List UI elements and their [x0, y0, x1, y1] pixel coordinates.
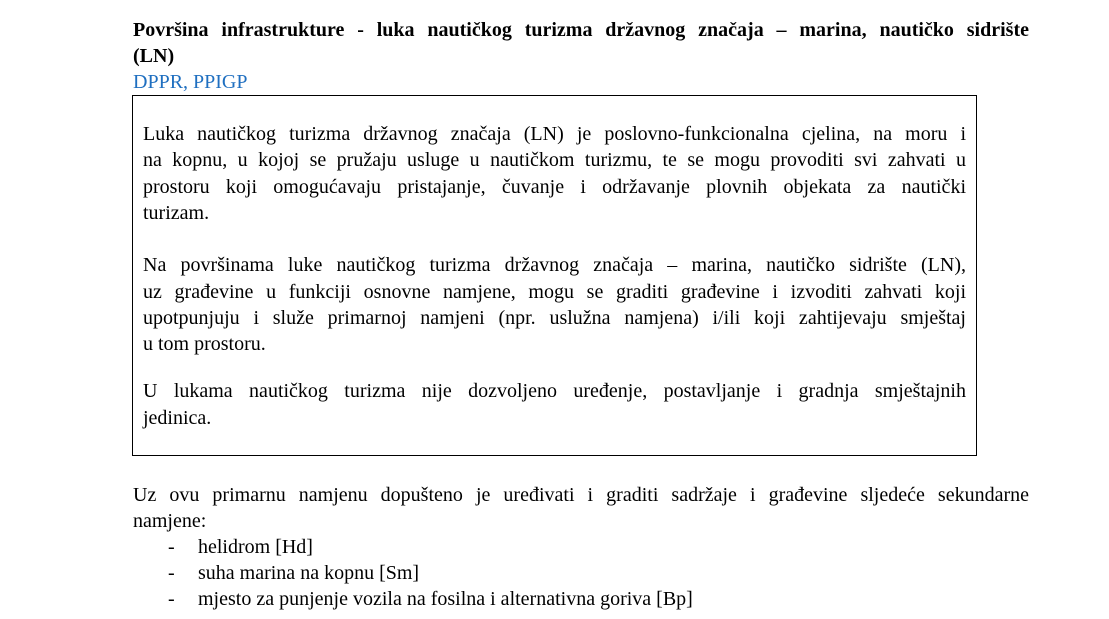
text-line: Na površinama luke nautičkog turizma državnog značaja – marina, nautičko sidrište (LN),	[143, 254, 966, 276]
reference-link[interactable]: DPPR, PPIGP	[133, 71, 248, 93]
text-line: uz građevine u funkciji osnovne namjene, mogu se graditi građevine i izvoditi zahvati koji	[143, 281, 966, 303]
text-line: u tom prostoru.	[143, 333, 266, 355]
list-item: suha marina na kopnu [Sm]	[198, 562, 420, 584]
text-line: na kopnu, u kojoj se pružaju usluge u nautičkom turizmu, te se mogu provoditi svi zahvati u	[143, 149, 966, 171]
section-title-line-1: Površina infrastrukture - luka nautičkog turizma državnog značaja – marina, nautičko sidrište	[133, 19, 1029, 41]
text-line: namjene:	[133, 510, 207, 532]
list-item: helidrom [Hd]	[198, 536, 313, 558]
text-line: prostoru koji omogućavaju pristajanje, čuvanje i održavanje plovnih objekata za nautički	[143, 176, 966, 198]
text-line: Uz ovu primarnu namjenu dopušteno je uređivati i graditi sadržaje i građevine sljedeće sekundarne	[133, 484, 1029, 506]
bullet-dash: -	[168, 588, 175, 610]
bullet-dash: -	[168, 562, 175, 584]
list-item: mjesto za punjenje vozila na fosilna i alternativna goriva [Bp]	[198, 588, 693, 610]
text-line: Luka nautičkog turizma državnog značaja (LN) je poslovno-funkcionalna cjelina, na moru i	[143, 123, 966, 145]
text-line: U lukama nautičkog turizma nije dozvoljeno uređenje, postavljanje i gradnja smještajnih	[143, 380, 966, 402]
bullet-dash: -	[168, 536, 175, 558]
text-line: turizam.	[143, 202, 210, 224]
text-line: jedinica.	[143, 407, 212, 429]
text-line: upotpunjuju i služe primarnoj namjeni (npr. uslužna namjena) i/ili koji zahtijevaju smještaj	[143, 307, 966, 329]
section-title-line-2: (LN)	[133, 45, 175, 67]
